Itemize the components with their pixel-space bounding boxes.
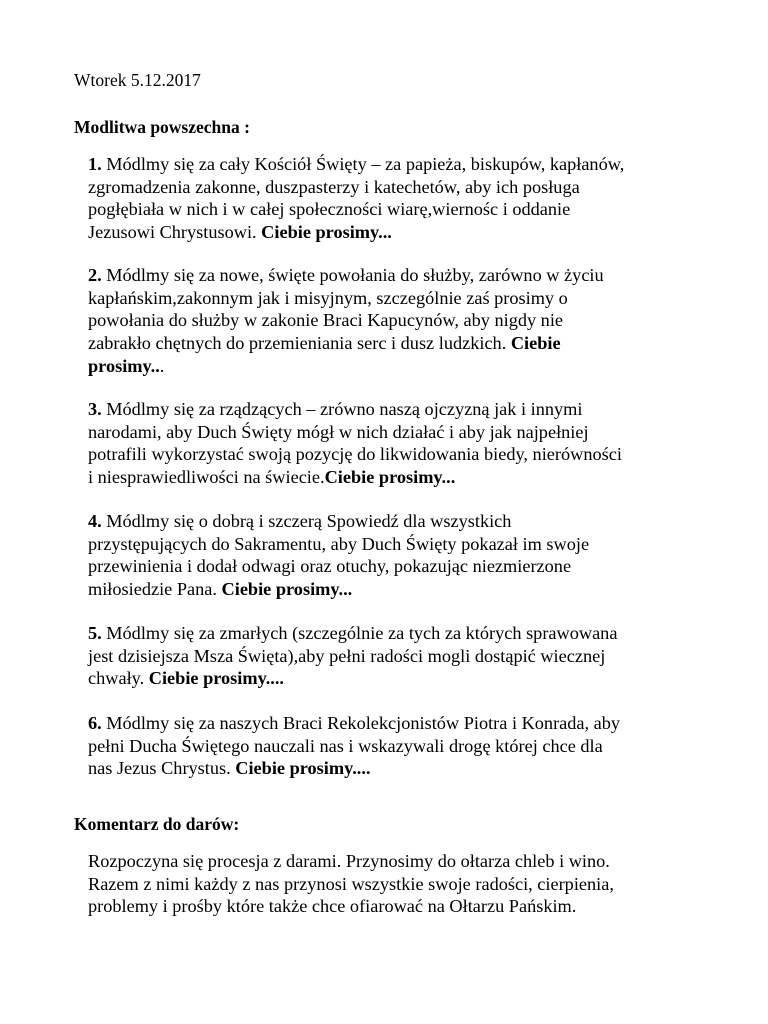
response-text: Ciebie prosimy... — [261, 222, 392, 243]
item-line: miłosiedzie Pana. Ciebie prosimy... — [88, 579, 353, 600]
prayer-item — [88, 510, 728, 601]
prayer-item — [88, 153, 728, 244]
response-text-part: Ciebie — [510, 333, 561, 354]
item-line: 2. Módlmy się za nowe, święte powołania do służby, zarówno w życiu — [88, 265, 604, 285]
response-text: Ciebie prosimy.... — [148, 668, 285, 689]
item-line: Jezusowi Chrystusowi. Ciebie prosimy... — [88, 222, 392, 243]
item-line: potrafili wykorzystać swoją pozycję do likwidowania biedy, nierówności — [88, 444, 622, 465]
item-line: zgromadzenia zakonne, duszpasterzy i katechetów, aby ich posługa — [88, 176, 580, 197]
item-line: 5. Módlmy się za zmarłych (szczególnie za tych za których sprawowana — [88, 623, 618, 643]
item-line: prosimy... — [88, 355, 165, 376]
item-number: 4. — [88, 511, 102, 531]
item-line: zabrakło chętnych do przemieniania serc i dusz ludzkich. Ciebie — [88, 333, 561, 354]
item-line: 6. Módlmy się za naszych Braci Rekolekcjonistów Piotra i Konrada, aby — [88, 713, 621, 733]
response-text: Ciebie prosimy... — [221, 579, 353, 600]
item-line: powołania do służby w zakonie Braci Kapucynów, aby nigdy nie — [88, 310, 564, 331]
comment-line: Rozpoczyna się procesja z darami. Przynosimy do ołtarza chleb i wino. — [88, 851, 610, 871]
prayer-heading: Modlitwa powszechna : — [74, 117, 250, 137]
item-line: nas Jezus Chrystus. Ciebie prosimy.... — [88, 758, 371, 779]
item-line: i niesprawiedliwości na świecie.Ciebie prosimy... — [88, 467, 456, 488]
gifts-comment — [88, 850, 728, 918]
item-number: 6. — [88, 713, 102, 733]
prayer-item — [88, 398, 728, 489]
comment-line: problemy i prośby które także chce ofiarować na Ołtarzu Pańskim. — [88, 896, 577, 917]
prayer-item — [88, 264, 728, 378]
prayer-item — [88, 622, 728, 690]
response-text: Ciebie prosimy.... — [235, 758, 371, 779]
item-line: narodami, aby Duch Święty mógł w nich działać i aby jak najpełniej — [88, 421, 589, 442]
gifts-heading: Komentarz do darów: — [74, 814, 240, 834]
document-date: Wtorek 5.12.2017 — [74, 70, 201, 90]
comment-line: Razem z nimi każdy z nas przynosi wszystkie swoje radości, cierpienia, — [88, 873, 614, 894]
response-text: Ciebie prosimy... — [324, 467, 456, 488]
item-line: pogłębiała w nich i w całej społeczności wiarę,wiernośc i oddanie — [88, 199, 571, 220]
item-line: 4. Módlmy się o dobrą i szczerą Spowiedź dla wszystkich — [88, 511, 512, 531]
item-line: 3. Módlmy się za rządzących – zrówno naszą ojczyzną jak i innymi — [88, 399, 583, 419]
item-number: 2. — [88, 265, 102, 285]
item-line: przystępujących do Sakramentu, aby Duch Święty pokazał im swoje — [88, 533, 590, 554]
item-line: pełni Ducha Świętego nauczali nas i wskazywali drogę której chce dla — [88, 735, 603, 756]
response-text-part: prosimy.. — [88, 355, 160, 376]
item-number: 1. — [88, 154, 102, 174]
item-number: 5. — [88, 623, 102, 643]
item-line: 1. Módlmy się za cały Kościół Święty – za papieża, biskupów, kapłanów, — [88, 154, 625, 174]
item-number: 3. — [88, 399, 102, 419]
item-line: jest dzisiejsza Msza Święta),aby pełni radości mogli dostąpić wiecznej — [88, 645, 606, 666]
item-line: przewinienia i dodał odwagi oraz otuchy, pokazując niezmierzone — [88, 556, 572, 577]
item-line: kapłańskim,zakonnym jak i misyjnym, szczególnie zaś prosimy o — [88, 287, 568, 308]
item-line: chwały. Ciebie prosimy.... — [88, 668, 285, 689]
prayer-item — [88, 712, 728, 780]
